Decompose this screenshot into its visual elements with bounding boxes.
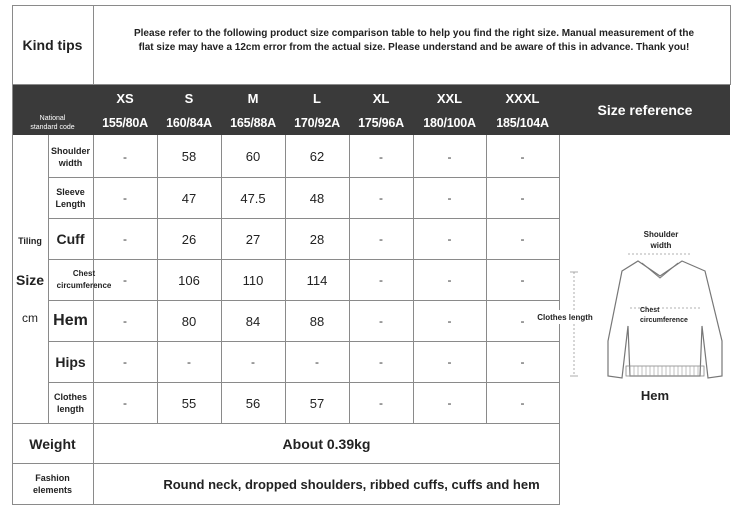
grid-line [93, 5, 94, 85]
kind-tips-line-2: flat size may have a 12cm error from the actual size. Please understand and be aware of this in advance. Thank you! [138, 42, 690, 53]
size-xxl: XXL [436, 90, 463, 106]
national-label-2: standard code [30, 123, 75, 131]
table-cell: - [520, 232, 525, 246]
table-cell: - [251, 355, 255, 369]
table-cell: - [123, 396, 127, 410]
table-cell: 106 [178, 272, 200, 288]
weight-value: About 0.39kg [282, 435, 371, 452]
national-standard-label [12, 110, 93, 135]
table-cell: - [447, 396, 452, 410]
grid-line [12, 5, 731, 6]
table-cell: 55 [181, 395, 197, 411]
size-xs: XS [116, 90, 134, 106]
grid-line [12, 504, 559, 505]
table-cell: 110 [242, 272, 264, 288]
code-m: 165/88A [230, 116, 276, 130]
row-label-clothes-length [48, 383, 93, 423]
kind-tips-line-1: Please refer to the following product size comparison table to help you find the right size. Manual measurement of the [133, 28, 695, 39]
diagram-clothes-length-label: Clothes length [528, 310, 602, 324]
table-cell: 60 [245, 149, 261, 164]
table-cell: - [123, 232, 127, 246]
row-label-line-1: Sleeve [56, 187, 85, 197]
table-cell: 62 [309, 149, 325, 164]
table-cell: - [123, 314, 127, 328]
diagram-hem-label: Hem [640, 387, 670, 403]
table-cell: - [520, 314, 525, 328]
table-cell: - [123, 149, 127, 164]
table-cell: - [447, 191, 452, 205]
table-cell: 26 [181, 231, 197, 247]
size-m: M [247, 90, 259, 106]
table-cell: - [123, 191, 127, 205]
fashion-label-line: elements [32, 485, 73, 495]
table-cell: 27 [245, 231, 261, 247]
table-cell: - [447, 232, 452, 246]
table-cell: - [379, 396, 383, 410]
table-cell: 80 [181, 313, 197, 329]
table-cell: - [520, 149, 525, 164]
table-cell: - [379, 232, 383, 246]
table-cell: - [520, 396, 525, 410]
table-cell: - [520, 355, 525, 369]
size-xxxl: XXXL [505, 90, 540, 106]
table-cell: 47 [181, 190, 197, 206]
table-cell: 47.5 [240, 190, 266, 206]
diagram-shoulder-width-label [630, 228, 692, 252]
code-xl: 175/96A [358, 116, 404, 130]
table-cell: - [379, 191, 383, 205]
code-s: 160/84A [166, 116, 212, 130]
table-cell: 114 [306, 272, 328, 288]
size-label: Size [15, 272, 44, 288]
row-label-line-2: circumference [56, 281, 112, 290]
sweater-diagram [537, 136, 730, 423]
grid-line [730, 5, 731, 85]
diagram-label-line: Shoulder [643, 230, 679, 239]
size-l: L [313, 90, 321, 106]
code-l: 170/92A [294, 116, 340, 130]
diagram-label-line: Chest [640, 307, 660, 314]
diagram-chest-label [640, 306, 710, 326]
row-label-hips: Hips [55, 354, 86, 370]
code-xxxl: 185/104A [496, 116, 549, 130]
row-label-shoulder-width [48, 136, 93, 177]
table-cell: - [447, 355, 452, 369]
row-label-cuff: Cuff [56, 231, 85, 247]
fashion-value: Round neck, dropped shoulders, ribbed cuffs, cuffs and hem [163, 476, 540, 492]
weight-label: Weight [29, 435, 76, 452]
table-cell: 56 [245, 395, 261, 411]
kind-tips-label: Kind tips [22, 36, 83, 53]
table-cell: - [315, 355, 319, 369]
fashion-label [12, 464, 93, 504]
unit-label: cm [22, 311, 38, 325]
table-cell: 48 [309, 190, 325, 206]
table-cell: - [447, 149, 452, 164]
table-cell: 88 [309, 313, 325, 329]
table-cell: - [187, 355, 191, 369]
row-label-line-1: Chest [72, 269, 96, 278]
row-label-line-2: width [58, 157, 83, 168]
size-xl: XL [372, 90, 390, 106]
table-cell: - [447, 273, 452, 287]
table-cell: - [379, 149, 383, 164]
sweater-illustration-icon [560, 136, 730, 423]
table-cell: - [123, 273, 127, 287]
row-label-line-1: Clothes [53, 392, 87, 402]
code-xs: 155/80A [102, 116, 148, 130]
tiling-label: Tiling [18, 236, 42, 246]
diagram-label-line: width [650, 241, 672, 250]
row-label-line-2: Length [55, 199, 86, 209]
table-cell: 58 [181, 149, 197, 164]
row-label-sleeve-length [48, 178, 93, 218]
kind-tips-text [94, 27, 734, 55]
table-cell: - [379, 314, 383, 328]
table-cell: - [379, 273, 383, 287]
size-s: S [184, 90, 194, 106]
size-reference-label: Size reference [597, 102, 693, 118]
row-label-line-2: length [57, 404, 84, 414]
grid-line [12, 84, 731, 85]
table-cell: - [520, 191, 525, 205]
table-cell: 28 [309, 231, 325, 247]
fashion-label-line: Fashion [35, 473, 70, 483]
table-cell: - [379, 355, 383, 369]
diagram-label-line: circumference [640, 317, 688, 324]
table-cell: - [520, 273, 525, 287]
table-cell: 84 [245, 313, 261, 329]
row-label-line-1: Shoulder [50, 145, 90, 156]
row-label-hem: Hem [53, 312, 88, 329]
table-cell: 57 [309, 395, 325, 411]
table-cell: - [447, 314, 452, 328]
national-label-1: National [39, 114, 66, 122]
table-cell: - [123, 355, 127, 369]
code-xxl: 180/100A [423, 116, 476, 130]
